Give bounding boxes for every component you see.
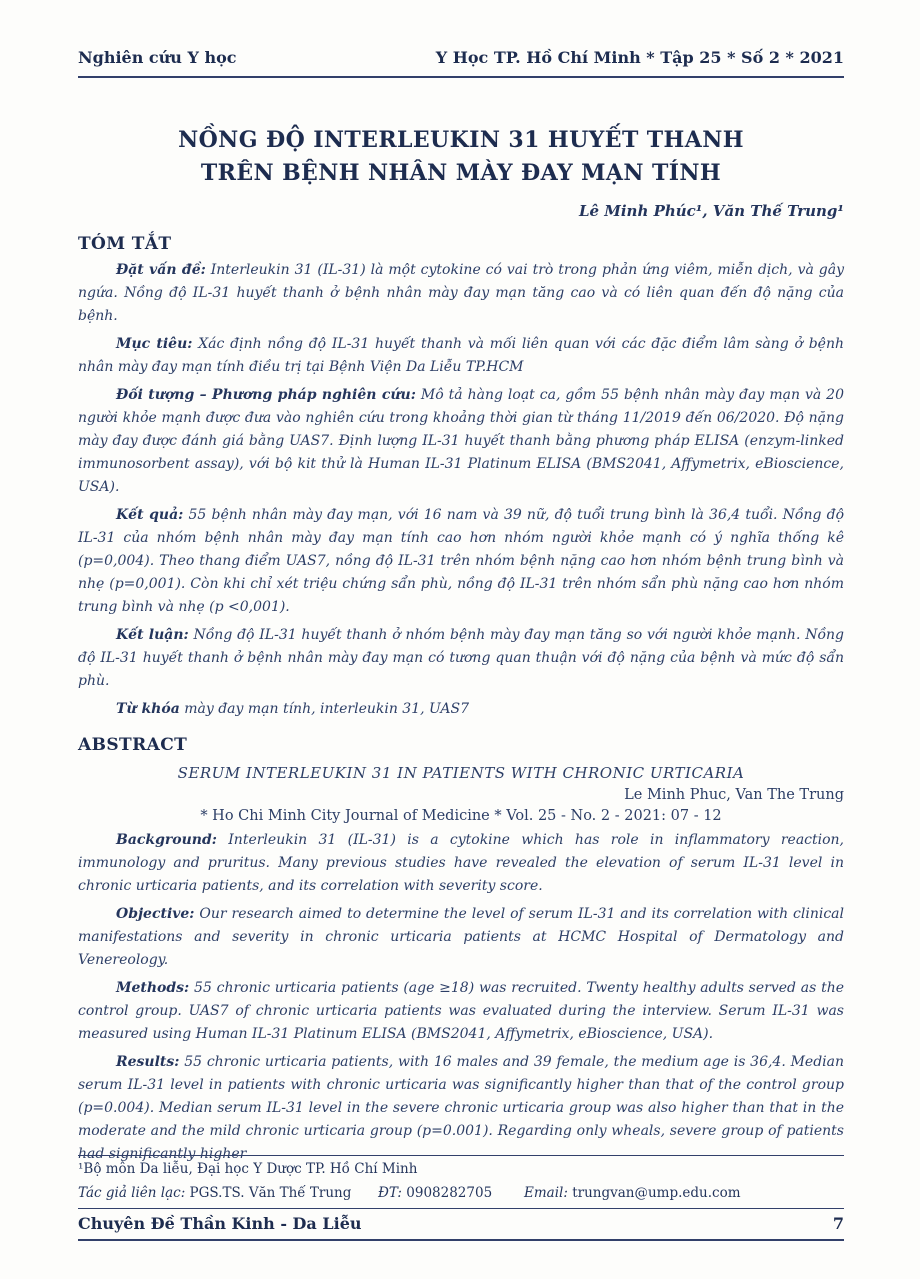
paragraph-label: Kết luận:	[116, 627, 189, 643]
section-heading-abstract: ABSTRACT	[78, 735, 188, 755]
header-rule	[78, 76, 844, 78]
paragraph-label: Results:	[116, 1054, 180, 1070]
paragraph-label: Đặt vấn đề:	[116, 262, 206, 278]
tomtat-paragraph-ket-qua	[78, 504, 844, 619]
tomtat-paragraph-muc-tieu	[78, 333, 844, 379]
contact-email	[524, 1183, 741, 1204]
page-number: 7	[832, 1214, 844, 1233]
article-title	[78, 124, 844, 190]
paragraph-label: Background:	[116, 832, 217, 848]
abstract-authors-line: Le Minh Phuc, Van The Trung	[624, 787, 844, 803]
email-label: Email:	[524, 1185, 568, 1201]
keywords-text: mày đay mạn tính, interleukin 31, UAS7	[184, 701, 469, 717]
tomtat-paragraph-tu-khoa	[78, 698, 844, 721]
phone-number: 0908282705	[406, 1185, 493, 1201]
paragraph-text: Interleukin 31 (IL-31) là một cytokine có vai trò trong phản ứng viêm, miễn dịch, và gây ngứa. Nồng độ IL-31 huyết thanh ở bệnh nhân mày đay mạn tăng cao và có liên quan đến độ nặng của bệnh.	[78, 262, 844, 324]
abstract-journal-citation: * Ho Chi Minh City Journal of Medicine * Vol. 25 - No. 2 - 2021: 07 - 12	[200, 808, 722, 824]
keywords-label: Từ khóa	[116, 701, 180, 717]
page-bottom-rule	[78, 1239, 844, 1241]
paragraph-label: Methods:	[116, 980, 190, 996]
paragraph-label: Đối tượng – Phương pháp nghiên cứu:	[116, 387, 416, 403]
paragraph-text: Our research aimed to determine the level of serum IL-31 and its correlation with clinical manifestations and severity in chronic urticaria patients at HCMC Hospital of Dermatology and Venereology.	[78, 906, 844, 968]
footnote-rule	[78, 1155, 844, 1156]
paragraph-text: 55 chronic urticaria patients, with 16 males and 39 female, the medium age is 36,4. Median serum IL-31 level in patients with chronic urticaria was significantly higher than that of the control group (p=0.004). Median serum IL-31 level in the severe chronic urticaria group was also higher than that in the moderate and the mild chronic urticaria group (p=0.001). Regarding only wheals, severe group of patients had significantly higher	[78, 1054, 844, 1162]
abstract-paragraph-objective	[78, 903, 844, 972]
paragraph-label: Kết quả:	[116, 507, 184, 523]
paragraph-text: 55 chronic urticaria patients (age ≥18) was recruited. Twenty healthy adults served as the control group. UAS7 of chronic urticaria patients was evaluated during the interview. Serum IL-31 was measured using Human IL-31 Platinum ELISA (BMS2041, Affymetrix, eBioscience, USA).	[78, 980, 845, 1042]
running-head	[78, 48, 844, 67]
tomtat-paragraph-ket-luan	[78, 624, 844, 693]
paragraph-label: Mục tiêu:	[116, 336, 193, 352]
authors-line: Lê Minh Phúc¹, Văn Thế Trung¹	[578, 202, 844, 220]
footer-row	[78, 1209, 844, 1239]
corresponding-author-line	[78, 1183, 844, 1204]
contact-name: PGS.TS. Văn Thế Trung	[189, 1185, 352, 1201]
contact-label: Tác giả liên lạc:	[78, 1185, 186, 1201]
affiliation-footnote: ¹Bộ môn Da liễu, Đại học Y Dược TP. Hồ Chí Minh	[78, 1161, 418, 1177]
running-head-left: Nghiên cứu Y học	[78, 48, 237, 67]
phone-label: ĐT:	[378, 1185, 402, 1201]
article-title-line1: NỒNG ĐỘ INTERLEUKIN 31 HUYẾT THANH	[178, 127, 744, 153]
article-title-line2: TRÊN BỆNH NHÂN MÀY ĐAY MẠN TÍNH	[200, 160, 722, 186]
paragraph-text: Xác định nồng độ IL-31 huyết thanh và mối liên quan với các đặc điểm lâm sàng ở bệnh nhân mày đay mạn tính điều trị tại Bệnh Viện Da Liễu TP.HCM	[78, 336, 844, 375]
contact-phone	[378, 1183, 524, 1204]
footer-section-title: Chuyên Đề Thần Kinh - Da Liễu	[78, 1214, 362, 1233]
section-heading-tomtat: TÓM TẮT	[78, 234, 172, 254]
page-footer	[78, 1155, 844, 1241]
tomtat-paragraph-doi-tuong-phuong-phap	[78, 384, 844, 499]
abstract-paragraph-results	[78, 1051, 844, 1166]
abstract-paragraph-background	[78, 829, 844, 898]
abstract-paragraph-methods	[78, 977, 844, 1046]
tomtat-paragraph-dat-van-de	[78, 259, 844, 328]
running-head-right: Y Học TP. Hồ Chí Minh * Tập 25 * Số 2 * 2021	[435, 48, 844, 67]
email-address: trungvan@ump.edu.com	[572, 1185, 741, 1201]
paragraph-text: Nồng độ IL-31 huyết thanh ở nhóm bệnh mày đay mạn tăng so với người khỏe mạnh. Nồng độ IL-31 huyết thanh ở bệnh nhân mày đay mạn có tương quan thuận với độ nặng của bệnh và mức độ sẩn phù.	[78, 627, 844, 689]
paragraph-text: Mô tả hàng loạt ca, gồm 55 bệnh nhân mày đay mạn và 20 người khỏe mạnh được đưa vào nghiên cứu trong khoảng thời gian từ tháng 11/2019 đến 06/2020. Độ nặng mày đay được đánh giá bằng UAS7. Định lượng IL-31 huyết thanh bằng phương pháp ELISA (enzym-linked immunosorbent assay), với bộ kit thử là Human IL-31 Platinum ELISA (BMS2041, Affymetrix, eBioscience, USA).	[78, 387, 844, 495]
paragraph-text: 55 bệnh nhân mày đay mạn, với 16 nam và 39 nữ, độ tuổi trung bình là 36,4 tuổi. Nồng độ IL-31 của nhóm bệnh nhân mày đay mạn tính cao hơn nhóm người khỏe mạnh có ý nghĩa thống kê (p=0,004). Theo thang điểm UAS7, nồng độ IL-31 trên nhóm bệnh nặng cao hơn nhóm bệnh trung bình và nhẹ (p=0,001). Còn khi chỉ xét triệu chứng sẩn phù, nồng độ IL-31 trên nhóm sẩn phù nặng cao hơn nhóm trung bình và nhẹ (p <0,001).	[78, 507, 845, 615]
paragraph-text: Interleukin 31 (IL-31) is a cytokine which has role in inflammatory reaction, immunology and pruritus. Many previous studies have revealed the elevation of serum IL-31 level in chronic urticaria patients, and its correlation with severity score.	[78, 832, 845, 894]
paragraph-label: Objective:	[116, 906, 195, 922]
contact-person	[78, 1183, 378, 1204]
abstract-english-title: SERUM INTERLEUKIN 31 IN PATIENTS WITH CHRONIC URTICARIA	[177, 764, 745, 782]
